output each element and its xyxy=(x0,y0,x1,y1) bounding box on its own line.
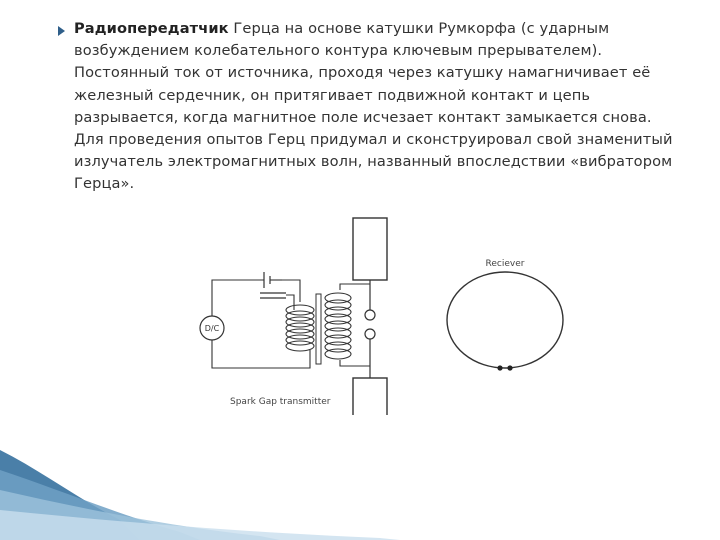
receiver-loop xyxy=(447,272,563,368)
bullet-arrow-icon xyxy=(58,26,65,36)
bullet-lead: Радиопередатчик xyxy=(74,20,229,37)
iron-core xyxy=(316,294,321,364)
transmitter-caption: Spark Gap transmitter xyxy=(230,397,331,407)
primary-coil xyxy=(286,305,314,351)
receiver-loop-diagram xyxy=(440,250,570,380)
spark-gap-transmitter-diagram xyxy=(190,210,410,415)
secondary-coil xyxy=(325,293,351,359)
bullet-body: Герца на основе катушки Румкорфа (с ударным возбуждением колебательного контура ключевым прерывателем). Постоянный ток от источника, проходя через катушку намагничивает её железный сердечник, он притягивает подвижной контакт и цепь разрывается, когда магнитное поле исчезает контакт замыкается снова. Для проведения опытов Герц придумал и сконструировал свой знаменитый излучатель электромагнитных волн, названный впоследствии «вибратором Герца». xyxy=(74,20,673,193)
receiver-gap-right xyxy=(507,365,512,370)
receiver-gap-left xyxy=(497,365,502,370)
upper-antenna-plate xyxy=(353,218,387,280)
decorative-wave xyxy=(0,420,720,540)
bullet-paragraph xyxy=(74,18,680,196)
spark-gap-ball-bottom xyxy=(365,329,375,339)
lower-antenna-plate xyxy=(353,378,387,415)
receiver-label: Reciever xyxy=(485,259,525,269)
spark-gap-ball-top xyxy=(365,310,375,320)
dc-source-label: D/C xyxy=(204,324,220,333)
